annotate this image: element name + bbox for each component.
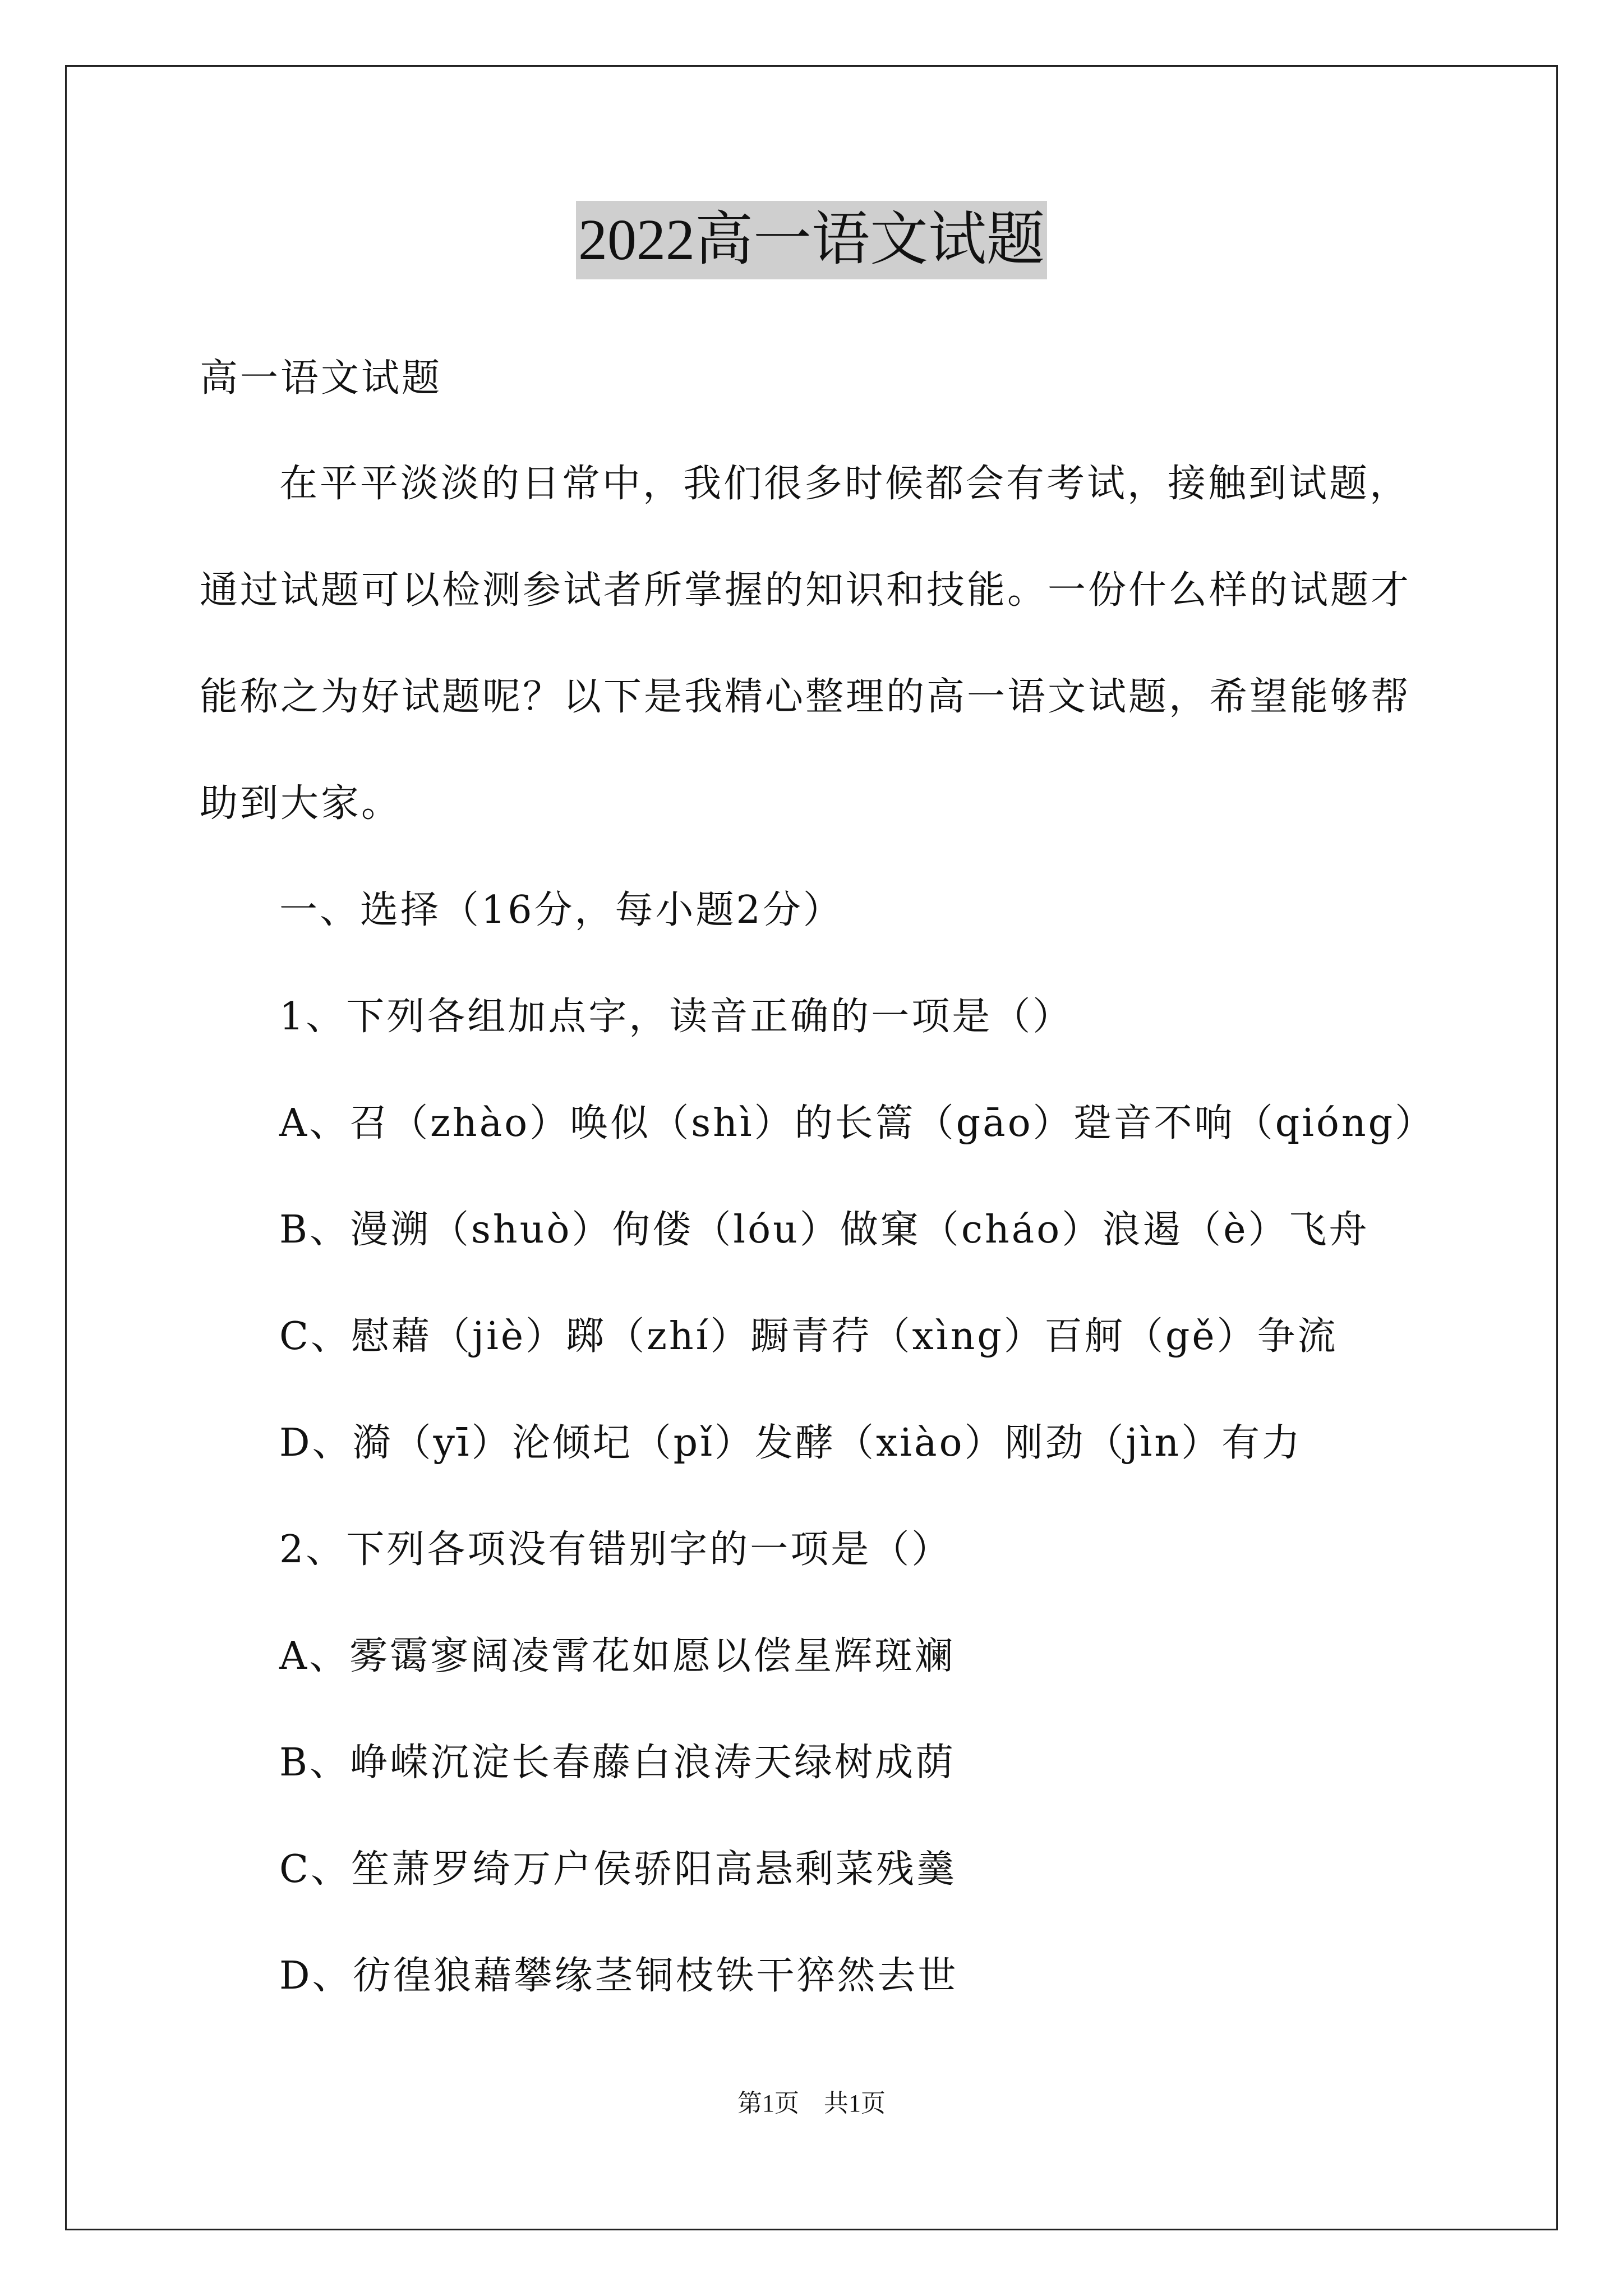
- subtitle: 高一语文试题: [200, 356, 442, 401]
- question-1-option-a: A、召（zhào）唤似（shì）的长篙（gāo）跫音不响（qióng）: [279, 1101, 1436, 1145]
- title-container: [0, 201, 1623, 279]
- question-2-option-d: D、彷徨狼藉攀缘茎铜枝铁干猝然去世: [279, 1954, 958, 1998]
- question-1-option-d: D、漪（yī）沦倾圮（pǐ）发酵（xiào）刚劲（jìn）有力: [279, 1421, 1303, 1465]
- question-1-stem: 1、下列各组加点字，读音正确的一项是（）: [279, 995, 1073, 1039]
- question-1-option-c: C、慰藉（jiè）踯（zhí）蹰青荇（xìng）百舸（gě）争流: [279, 1314, 1338, 1359]
- question-2-option-b: B、峥嵘沉淀长春藤白浪涛天绿树成荫: [279, 1741, 956, 1785]
- section-heading: 一、选择（16分，每小题2分）: [279, 888, 843, 932]
- document-title: 2022高一语文试题: [576, 201, 1047, 279]
- intro-line-3: 能称之为好试题呢？以下是我精心整理的高一语文试题，希望能够帮: [200, 675, 1412, 719]
- intro-line-1: 在平平淡淡的日常中，我们很多时候都会有考试，接触到试题，: [279, 462, 1410, 506]
- question-2-stem: 2、下列各项没有错别字的一项是（）: [279, 1527, 952, 1572]
- intro-line-2: 通过试题可以检测参试者所掌握的知识和技能。一份什么样的试题才: [200, 568, 1412, 613]
- intro-line-4: 助到大家。: [200, 781, 402, 826]
- question-1-option-b: B、漫溯（shuò）佝偻（lóu）做窠（cháo）浪遏（è）飞舟: [279, 1208, 1370, 1252]
- question-2-option-a: A、雾霭寥阔凌霄花如愿以偿星辉斑斓: [279, 1634, 956, 1678]
- page-footer: 第1页 共1页: [737, 2090, 886, 2117]
- question-2-option-c: C、笙萧罗绮万户侯骄阳高悬剩菜残羹: [279, 1847, 957, 1892]
